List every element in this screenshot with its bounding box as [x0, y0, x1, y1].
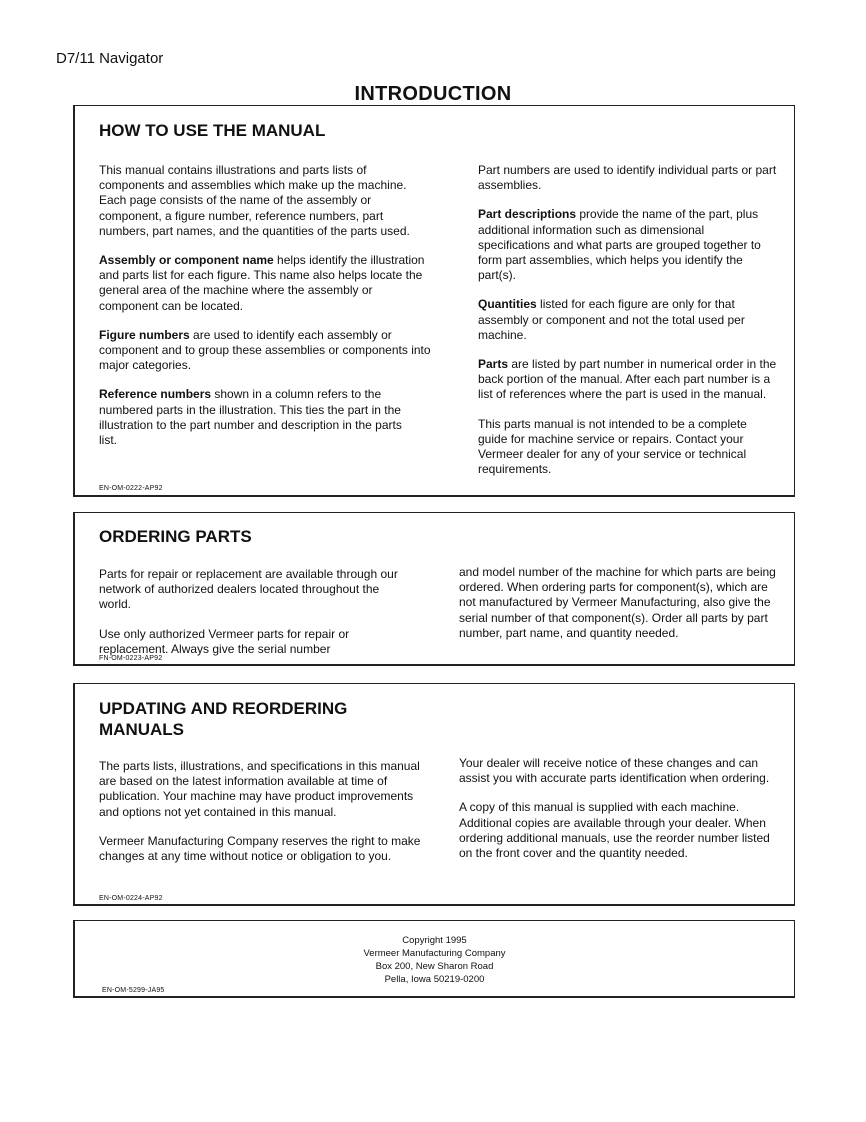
paragraph: Part numbers are used to identify individual parts or part assemblies. — [478, 163, 777, 193]
paragraph: Figure numbers are used to identify each assembly or component and to group these assemblies or components into major categories. — [99, 327, 431, 373]
paragraph: Vermeer Manufacturing Company reserves the right to make changes at any time without notice or obligation to you. — [99, 833, 421, 864]
section-heading: ORDERING PARTS — [99, 527, 252, 546]
paragraph: Assembly or component name helps identify the illustration and parts list for each figure. This name also helps locate the general area of the machine where the assembly or component can be located. — [99, 253, 425, 313]
term: Assembly or component name — [99, 253, 274, 268]
paragraph: Quantities listed for each figure are only for that assembly or component and not the total used per machine. — [478, 297, 745, 342]
paragraph: A copy of this manual is supplied with each machine. Additional copies are available through your dealer. When ordering additional manuals, use the reorder number listed on the front cover and the quantity needed. — [459, 800, 770, 861]
how-to-use-section — [73, 105, 795, 497]
page-title: INTRODUCTION — [354, 83, 512, 105]
reference-code: EN-OM-5299-JA95 — [102, 987, 165, 994]
paragraph: and model number of the machine for which parts are being ordered. When ordering parts for component(s), which are not manufactured by Vermeer Manufacturing, also give the serial number of that component(s). Order all parts by part number, part name, and quantity needed. — [459, 565, 776, 640]
copyright-line: Copyright 1995 — [402, 935, 467, 946]
address-line: Box 200, New Sharon Road — [375, 961, 494, 972]
section-heading — [99, 698, 347, 740]
term: Reference numbers — [99, 387, 212, 402]
right-column — [459, 565, 781, 641]
document-header: D7/11 Navigator — [56, 50, 164, 67]
paragraph: Parts are listed by part number in numerical order in the back portion of the manual. After each part number is a list of references where the part is used in the manual. — [478, 357, 777, 402]
ordering-parts-section — [73, 512, 795, 666]
paragraph: This manual contains illustrations and parts lists of components and assemblies which make up the machine. Each page consists of the name of the assembly or component, a figure number, reference numbers, part numbers, part names, and the quantities of the parts used. — [99, 163, 410, 238]
left-column — [99, 759, 421, 864]
updating-manuals-section — [73, 683, 795, 906]
left-column — [99, 163, 431, 462]
term: Parts — [478, 357, 509, 372]
right-column — [478, 163, 778, 477]
reference-code: EN-OM-0222-AP92 — [99, 485, 163, 492]
copyright-block — [75, 934, 794, 986]
paragraph: Use only authorized Vermeer parts for repair or replacement. Always give the serial number — [99, 626, 350, 656]
reference-code: FN-OM-0223-AP92 — [99, 655, 163, 662]
right-column — [459, 756, 785, 861]
reference-code: EN-OM-0224-AP92 — [99, 895, 163, 902]
paragraph: Reference numbers shown in a column refers to the numbered parts in the illustration. This ties the part in the illustration to the part number and description in the parts list. — [99, 387, 402, 448]
paragraph: This parts manual is not intended to be a complete guide for machine service or repairs. Contact your Vermeer dealer for any of your service or technical requirements. — [478, 416, 747, 477]
paragraph: Parts for repair or replacement are available through our network of authorized dealers located throughout the world. — [99, 567, 398, 612]
city-line: Pella, Iowa 50219-0200 — [384, 974, 485, 985]
company-name: Vermeer Manufacturing Company — [363, 948, 506, 959]
paragraph: Part descriptions provide the name of the part, plus additional information such as dimensional specifications and what parts are grouped together to form part assemblies, which helps you identify the part(s). — [478, 207, 761, 283]
term: Figure numbers — [99, 327, 190, 342]
left-column — [99, 567, 405, 657]
heading-line: MANUALS — [99, 720, 184, 739]
term: Part descriptions — [478, 207, 577, 222]
section-heading: HOW TO USE THE MANUAL — [99, 121, 326, 140]
term: Quantities — [478, 297, 537, 312]
underline-rule — [478, 495, 748, 496]
paragraph: The parts lists, illustrations, and specifications in this manual are based on the latest information available at time of publication. Your machine may have product improvements and options not yet contained in this manual. — [99, 759, 420, 819]
paragraph: Your dealer will receive notice of these changes and can assist you with accurate parts identification when ordering. — [459, 756, 770, 786]
heading-line: UPDATING AND REORDERING — [99, 699, 348, 718]
copyright-section — [73, 920, 795, 998]
